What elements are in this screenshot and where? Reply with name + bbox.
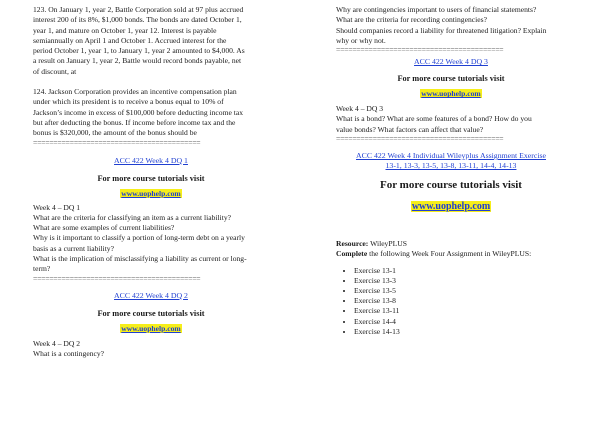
dq2-text [33, 339, 269, 360]
complete-label: Complete [336, 249, 368, 259]
wileyplus-assignment-link[interactable] [336, 151, 566, 171]
text-line: bonus is $320,000, the amount of the bonus should be [33, 128, 197, 138]
separator: ========================================= [33, 138, 201, 146]
url-text: www.uophelp.com [411, 201, 491, 213]
text-line: year 1, and mature on October 1, year 12. Interest is payable [33, 25, 217, 35]
list-item: • Exercise 13-3 [354, 276, 566, 286]
text-line: Jackson’s income in excess of $100,000 before deducting income tax [33, 107, 244, 117]
list-item: • Exercise 14-4 [354, 317, 566, 327]
text-line: 124. Jackson Corporation provides an incentive compensation plan [33, 87, 237, 97]
separator: ========================================= [336, 135, 504, 143]
list-item: • Exercise 13-1 [354, 266, 566, 276]
more-tutorials-text: For more course tutorials visit [97, 173, 205, 183]
dq3-text [336, 104, 566, 135]
text-line: why or why not. [336, 35, 386, 45]
text-line: What are some examples of current liabilities? [33, 223, 175, 233]
question-124 [33, 87, 269, 138]
uophelp-link[interactable] [33, 324, 269, 334]
text-line: period October 1, year 1, to January 1, year 2 amounted to $4,000. As [33, 46, 245, 56]
question-123 [33, 5, 269, 77]
text-line: What is a bond? What are some features of a bond? How do you [336, 114, 532, 124]
url-text: www.uophelp.com [121, 323, 181, 333]
text-line: Week 4 – DQ 2 [33, 338, 81, 348]
separator: ========================================= [336, 46, 504, 54]
url-text: www.uophelp.com [421, 89, 481, 99]
list-item: • Exercise 13-5 [354, 286, 566, 296]
text-line: value bonds? What factors can affect that value? [336, 124, 484, 134]
resource-line [336, 239, 566, 249]
dq1-link[interactable]: ACC 422 Week 4 DQ 1 [114, 155, 188, 165]
more-tutorials-text: For more course tutorials visit [97, 308, 205, 318]
resource-label: Resource: [336, 239, 369, 249]
left-column [33, 0, 269, 359]
text-line: semiannually on April 1 and October 1. Accrued interest for the [33, 35, 227, 45]
text-line: What is the implication of misclassifying a liability as current or long- [33, 254, 247, 264]
text-line: Why are contingencies important to users of financial statements? [336, 5, 537, 14]
text-line: Week 4 – DQ 1 [33, 202, 81, 212]
dq3-link[interactable]: ACC 422 Week 4 DQ 3 [414, 57, 488, 67]
more-tutorials-text: For more course tutorials visit [397, 74, 505, 84]
text-line: basis as a current liability? [33, 243, 114, 253]
uophelp-link[interactable] [336, 89, 566, 99]
resource-value: WileyPLUS [368, 239, 407, 249]
more-tutorials-text: For more course tutorials visit [380, 179, 522, 192]
right-column [336, 0, 566, 337]
separator: ========================================= [33, 274, 201, 282]
text-line: Week 4 – DQ 3 [336, 104, 384, 114]
contingency-text [336, 5, 566, 46]
text-line: a result on January 1, year 2, Battle would record bonds payable, net [33, 56, 242, 66]
text-line: 123. On January 1, year 2, Battle Corporation sold at 97 plus accrued [33, 5, 244, 14]
uophelp-link[interactable] [33, 189, 269, 199]
text-line: of discount, at [33, 66, 77, 76]
text-line: Why is it important to classify a portion of long-term debt on a yearly [33, 233, 245, 243]
list-item: • Exercise 14-13 [354, 327, 566, 337]
link-line: 13-1, 13-3, 13-5, 13-8, 13-11, 14-4, 14-13 [385, 161, 517, 171]
complete-line [336, 249, 566, 259]
dq2-link[interactable]: ACC 422 Week 4 DQ 2 [114, 290, 188, 300]
text-line: interest 200 of its 8%, $1,000 bonds. The bonds are dated October 1, [33, 15, 242, 25]
text-line: What is a contingency? [33, 348, 105, 358]
link-line: ACC 422 Week 4 Individual Wileyplus Assignment Exercise [356, 151, 546, 161]
text-line: term? [33, 264, 51, 274]
text-line: but after deducting the bonus. If income before income tax and the [33, 117, 236, 127]
text-line: Should companies record a liability for threatened litigation? Explain [336, 25, 547, 35]
list-item: • Exercise 13-8 [354, 296, 566, 306]
uophelp-link[interactable] [336, 200, 566, 213]
text-line: under which its president is to receive a bonus equal to 10% of [33, 97, 224, 107]
text-line: What are the criteria for classifying an item as a current liability? [33, 212, 231, 222]
text-line: What are the criteria for recording contingencies? [336, 15, 487, 25]
list-item: • Exercise 13-11 [354, 306, 566, 316]
url-text: www.uophelp.com [121, 188, 181, 198]
dq1-text [33, 203, 269, 275]
complete-value: the following Week Four Assignment in WileyPLUS: [367, 249, 532, 259]
exercise-list [336, 266, 566, 337]
